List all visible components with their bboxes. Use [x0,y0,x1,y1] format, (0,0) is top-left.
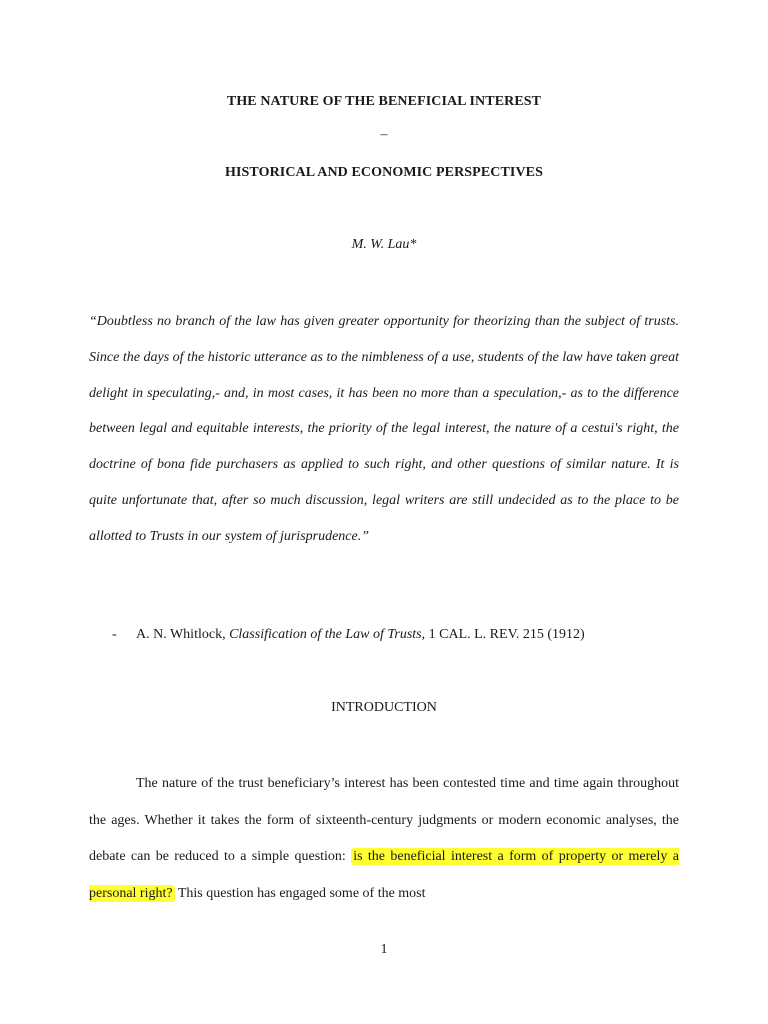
citation-work-title: Classification of the Law of Trusts [229,627,422,642]
citation-reference: , 1 CAL. L. REV. 215 (1912) [421,627,585,642]
epigraph-citation [112,627,585,643]
paragraph-text-before: The nature of the trust beneficiary’s interest has been contested time and time again throughout the ages. Whether it takes the form of sixteenth-century judgments or modern economic analyses, the debate can be reduced to a simple question: [89,776,679,864]
author-name: M. W. Lau* [351,237,417,252]
paragraph-text-after: This question has engaged some of the most [174,885,426,901]
epigraph-quote: “Doubtless no branch of the law has given greater opportunity for theorizing than the subject of trusts. Since the days of the historic utterance as to the nimbleness of a use, students of the law have taken great delight in speculating,- and, in most cases, it has been no more than a speculation,- as to the difference between legal and equitable interests, the priority of the legal interest, the nature of a cestui's right, the doctrine of bona fide purchasers as applied to such right, and other questions of similar nature. It is quite unfortunate that, after so much discussion, legal writers are still undecided as to the place to be allotted to Trusts in our system of jurisprudence.” [89,314,679,544]
introduction-paragraph [89,766,679,912]
citation-bullet: - [112,627,117,642]
title-line-1: THE NATURE OF THE BENEFICIAL INTEREST [226,94,542,109]
title-line-2: HISTORICAL AND ECONOMIC PERSPECTIVES [224,165,544,180]
citation-author: A. N. Whitlock, [136,627,226,642]
page-number: 1 [380,942,388,957]
highlighted-question: is the beneficial interest a form of property or merely a personal right? [89,849,679,901]
section-heading: INTRODUCTION [331,700,437,715]
title-separator: – [380,127,388,142]
